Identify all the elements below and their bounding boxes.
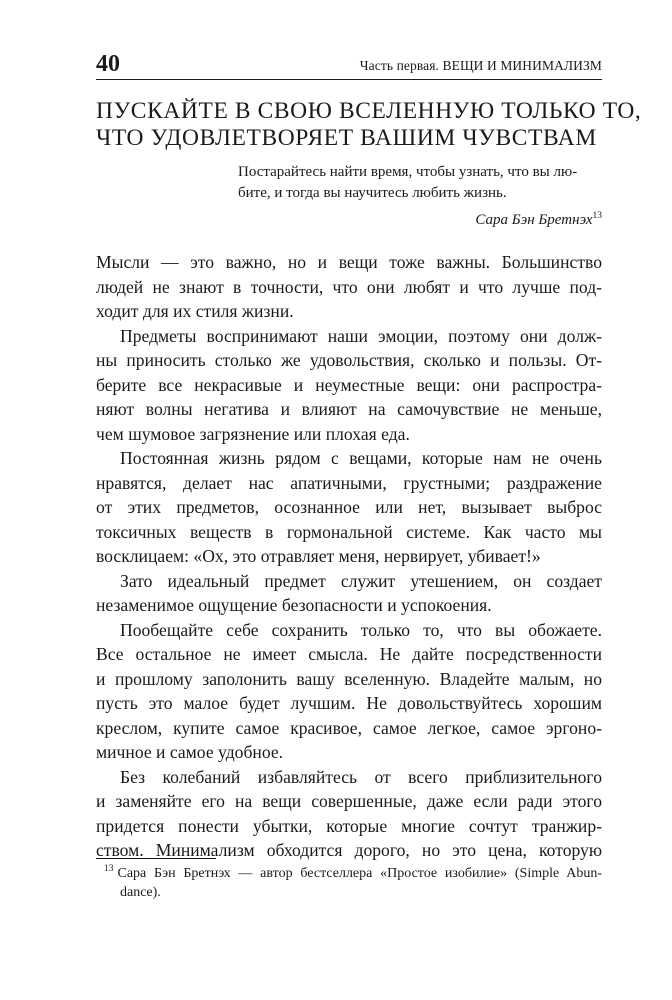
chapter-heading <box>96 98 642 152</box>
page-number: 40 <box>96 51 120 77</box>
paragraph <box>96 250 602 324</box>
paragraph-line: Предметы воспринимают наши эмоции, поэтому они долж- <box>120 325 602 346</box>
heading-line: ПУСКАЙТЕ В СВОЮ ВСЕЛЕННУЮ ТОЛЬКО ТО, <box>96 98 642 124</box>
paragraph-line: Мысли — это важно, но и вещи тоже важны. Большинство <box>96 252 602 272</box>
body-text <box>96 250 602 863</box>
header-rule <box>96 79 602 80</box>
paragraph-line: Без колебаний избавляйтесь от всего приблизительного <box>120 766 602 787</box>
paragraph <box>96 324 602 447</box>
epigraph-quote <box>238 162 602 204</box>
epigraph-author-name: Сара Бэн Бретнэх <box>475 212 593 228</box>
paragraph-line: мичное и самое удобное. <box>96 742 284 762</box>
paragraph-line: и прошлому заполонить вашу вселенную. Владейте малым, но <box>96 668 602 689</box>
epigraph-line: Постарайтесь найти время, чтобы узнать, что вы лю- <box>238 164 578 180</box>
epigraph-line: бите, и тогда вы научитесь любить жизнь. <box>238 185 507 201</box>
epigraph-author <box>238 210 602 230</box>
paragraph-line: Постоянная жизнь рядом с вещами, которые нам не очень <box>120 448 602 468</box>
paragraph-line: ны приносить столько же удовольствия, сколько и пользы. От- <box>96 350 602 370</box>
paragraph-line: незаменимое ощущение безопасности и успокоения. <box>96 595 492 615</box>
paragraph-line: токсичных веществ в гормональной системе. Как часто мы <box>96 521 602 542</box>
footnote-text: Сара Бэн Бретнэх — автор бестселлера «Простое изобилие» (Simple Abun- <box>117 866 602 881</box>
paragraph-line: от этих предметов, осознанное или нет, вызывает выброс <box>96 497 602 517</box>
paragraph-line: ством. Минимализм обходится дорого, но это цена, которую <box>96 840 602 860</box>
footnote-line: dance). <box>120 885 161 900</box>
footnote-line <box>96 864 602 883</box>
paragraph <box>96 446 602 569</box>
paragraph-line: восклицаем: «Ох, это отравляет меня, нервирует, убивает!» <box>96 546 541 566</box>
paragraph <box>96 569 602 618</box>
paragraph-line: Зато идеальный предмет служит утешением, он создает <box>120 570 602 591</box>
paragraph-line: и заменяйте его на вещи совершенные, даже если ради этого <box>96 791 602 811</box>
paragraph <box>96 765 602 863</box>
footnote-rule <box>96 858 216 859</box>
paragraph-line: ходит для их стиля жизни. <box>96 301 294 321</box>
heading-line: ЧТО УДОВЛЕТВОРЯЕТ ВАШИМ ЧУВСТВАМ <box>96 125 597 151</box>
footnote <box>96 864 602 902</box>
paragraph-line: чем шумовое загрязнение или плохая еда. <box>96 423 410 444</box>
paragraph-line: людей не знают в точности, что они любят и что лучше под- <box>96 276 602 297</box>
running-header <box>96 50 602 80</box>
paragraph <box>96 618 602 765</box>
footnote-number: 13 <box>104 864 114 875</box>
paragraph-line: креслом, купите самое красивое, самое легкое, самое эргоно- <box>96 717 602 738</box>
paragraph-line: Все остальное не имеет смысла. Не дайте посредственности <box>96 644 602 664</box>
book-page <box>96 0 642 1000</box>
epigraph <box>238 162 602 230</box>
paragraph-line: берите все некрасивые и неуместные вещи: они распростра- <box>96 374 602 395</box>
paragraph-line: Пообещайте себе сохранить только то, что вы обожаете. <box>120 619 602 640</box>
paragraph-line: няют волны негатива и влияют на самочувствие не меньше, <box>96 399 602 419</box>
paragraph-line: нравятся, делает нас апатичными, грустными; раздражение <box>96 472 602 493</box>
paragraph-line: придется понести убытки, которые многие сочтут транжир- <box>96 815 602 836</box>
paragraph-line: пусть это малое будет лучшим. Не довольствуйтесь хорошим <box>96 693 602 713</box>
footnote-reference: 13 <box>592 211 602 221</box>
running-title: Часть первая. ВЕЩИ И МИНИМАЛИЗМ <box>359 58 602 73</box>
